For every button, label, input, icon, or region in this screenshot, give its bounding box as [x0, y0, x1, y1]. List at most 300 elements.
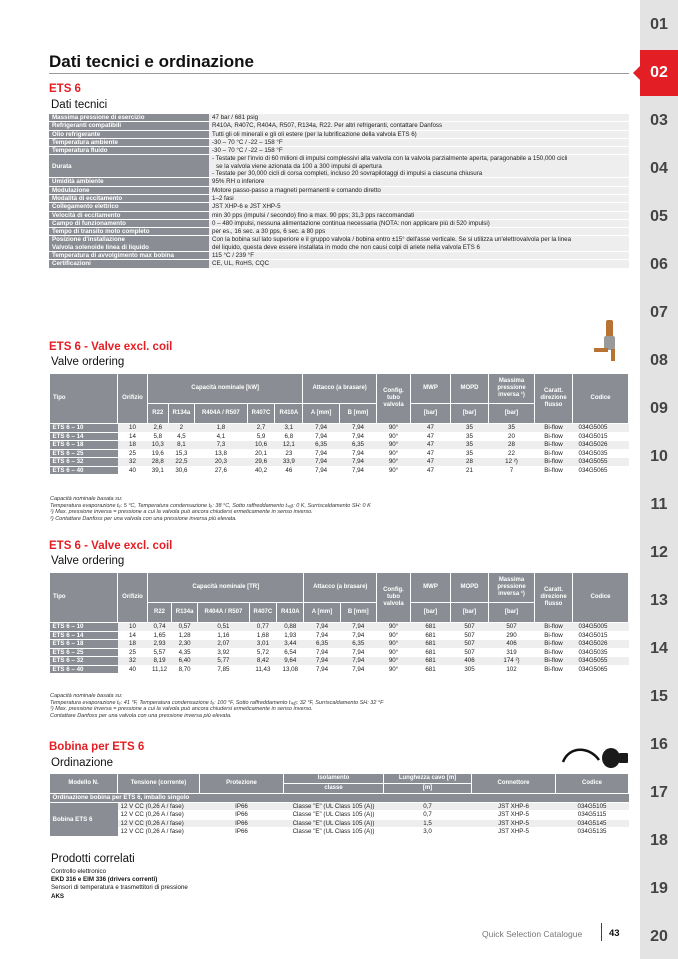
- chapter-tab-07[interactable]: 07: [650, 304, 668, 321]
- cell: 4,35: [172, 648, 198, 657]
- cell: Classe "E" (UL Class 105 (A)): [284, 828, 384, 837]
- column-header: Capacità nominale [TR]: [148, 573, 304, 603]
- cell: 90°: [377, 640, 411, 649]
- cell: 22,5: [168, 458, 195, 467]
- page-number: 43: [609, 928, 620, 939]
- cell: 14: [118, 432, 148, 441]
- cell: 507: [451, 631, 489, 640]
- cell: 23: [275, 449, 303, 458]
- cell: 47: [411, 466, 451, 475]
- table-row: [50, 802, 629, 811]
- chapter-tab-11[interactable]: 11: [650, 496, 668, 513]
- chapter-tab-15[interactable]: 15: [650, 688, 668, 705]
- cell: 5,8: [148, 432, 169, 441]
- spec-key: Modalità di eccitamento: [49, 194, 209, 202]
- spec-row: [49, 155, 629, 178]
- chapter-tab-18[interactable]: 18: [650, 832, 668, 849]
- spec-row: [49, 260, 629, 268]
- chapter-tab-19[interactable]: 19: [650, 880, 668, 897]
- column-header: MWP: [411, 573, 451, 603]
- footer-label: Quick Selection Catalogue: [482, 929, 583, 939]
- cell: 7,94: [303, 458, 340, 467]
- spec-value: min 30 pps (impulsi / secondo) fino a max. 90 pps; 31,3 pps raccomandati: [209, 211, 629, 219]
- cell: 90°: [377, 665, 411, 674]
- cell: 12 V CC (0,26 A / fase): [118, 802, 200, 811]
- column-header: classe: [284, 784, 384, 794]
- column-header: [bar]: [489, 404, 535, 424]
- spec-value: Tutti gli oli minerali e gli oli estere (per la lubrificazione della valvola ETS 6): [209, 130, 629, 138]
- cell: 290: [489, 631, 535, 640]
- cell: 6,35: [340, 640, 376, 649]
- table-row: [50, 432, 629, 441]
- column-header: R410A: [275, 404, 303, 424]
- row-code: 034G5026: [573, 640, 629, 649]
- chapter-tab-12[interactable]: 12: [650, 544, 668, 561]
- spec-key: Durata: [49, 155, 209, 178]
- cell: 90°: [377, 432, 411, 441]
- valve-tr-subtitle: Valve ordering: [51, 555, 125, 567]
- cell: 12 ²): [489, 458, 535, 467]
- column-header: Tipo: [50, 374, 118, 424]
- cell: 7,94: [340, 657, 376, 666]
- spec-row: [49, 186, 629, 194]
- cell: 90°: [377, 648, 411, 657]
- cell: 29,6: [247, 458, 275, 467]
- cell: 681: [411, 665, 451, 674]
- coil-model: Bobina ETS 6: [50, 802, 118, 836]
- spec-row: [49, 122, 629, 130]
- cell: 3,0: [384, 828, 472, 837]
- chapter-tab-20[interactable]: 20: [650, 928, 668, 945]
- bobina-heading: Bobina per ETS 6: [49, 741, 145, 753]
- spec-row: [49, 130, 629, 138]
- cell: 32: [118, 458, 148, 467]
- valve-tr-table: [49, 572, 629, 674]
- cell: 30,6: [168, 466, 195, 475]
- spec-row: [49, 211, 629, 219]
- ets6-heading: ETS 6: [49, 83, 81, 95]
- spec-key: Olio refrigerante: [49, 130, 209, 138]
- spec-value: Con la bobina sul lato superiore e il gruppo valvola / bobina entro ±15° dell'asse verticale. Se si utilizza un'elettrovalvola per la linea del liquido, questa deve essere installata in modo che non causi colpi di ariete nella valvola ETS 6: [209, 236, 629, 252]
- cell: JST XHP-6: [472, 802, 556, 811]
- column-header: Config. tubo valvola: [377, 374, 411, 424]
- specs-table: [49, 114, 629, 269]
- column-header: R407C: [247, 404, 275, 424]
- row-code: 034G5015: [573, 432, 629, 441]
- chapter-tab-05[interactable]: 05: [650, 208, 668, 225]
- spec-key: Massima pressione di esercizio: [49, 114, 209, 122]
- column-header: R134a: [168, 404, 195, 424]
- cell: 034G5145: [556, 819, 629, 828]
- cell: 22: [489, 449, 535, 458]
- cell: 1,65: [148, 631, 172, 640]
- ets6-subtitle: Dati tecnici: [51, 99, 108, 111]
- cell: 35: [489, 424, 535, 433]
- cell: 5,9: [247, 432, 275, 441]
- table-row: [50, 819, 629, 828]
- column-header: Isolamento: [284, 774, 384, 784]
- chapter-sidebar: [640, 0, 678, 959]
- column-header: B [mm]: [339, 404, 376, 424]
- cell: 12,1: [275, 441, 303, 450]
- row-code: 034G5026: [573, 441, 629, 450]
- chapter-tab-17[interactable]: 17: [650, 784, 668, 801]
- spec-value: -30 – 70 °C / -22 – 158 °F: [209, 138, 629, 146]
- cell: 7,94: [304, 631, 340, 640]
- chapter-tab-09[interactable]: 09: [650, 400, 668, 417]
- column-header: Orifizio: [118, 374, 148, 424]
- cell: 681: [411, 648, 451, 657]
- chapter-tab-10[interactable]: 10: [650, 448, 668, 465]
- column-header: Lunghezza cavo [m]: [384, 774, 472, 784]
- column-header: R407C: [249, 603, 276, 623]
- cell: 20: [489, 432, 535, 441]
- chapter-tab-16[interactable]: 16: [650, 736, 668, 753]
- cell: 12 V CC (0,26 A / fase): [118, 828, 200, 837]
- row-type: ETS 6 – 40: [50, 466, 118, 475]
- cell: 5,57: [148, 648, 172, 657]
- cell: 1,16: [198, 631, 250, 640]
- row-type: ETS 6 – 32: [50, 657, 118, 666]
- column-header: Orifizio: [118, 573, 148, 623]
- cell: 7,94: [304, 665, 340, 674]
- cell: 7: [489, 466, 535, 475]
- chapter-tab-13[interactable]: 13: [650, 592, 668, 609]
- row-type: ETS 6 – 10: [50, 623, 118, 632]
- cell: 25: [118, 449, 148, 458]
- cell: Bi-flow: [535, 432, 573, 441]
- row-code: 034G5055: [573, 458, 629, 467]
- cell: 1,8: [195, 424, 247, 433]
- cell: 47: [411, 458, 451, 467]
- cell: 0,7: [384, 811, 472, 820]
- cell: 0,51: [198, 623, 250, 632]
- column-header: [m]: [384, 784, 472, 794]
- column-header: R22: [148, 404, 169, 424]
- column-header: Codice: [556, 774, 629, 794]
- column-header: [bar]: [451, 603, 489, 623]
- cell: 10,6: [247, 441, 275, 450]
- cell: Bi-flow: [535, 657, 573, 666]
- table-row: [50, 648, 629, 657]
- cell: 7,94: [339, 466, 376, 475]
- cell: 90°: [377, 424, 411, 433]
- column-header: [bar]: [489, 603, 535, 623]
- spec-key: Temperatura ambiente: [49, 138, 209, 146]
- cell: 1,5: [384, 819, 472, 828]
- cell: 32: [118, 657, 148, 666]
- column-header: Attacco (a brasare): [303, 374, 377, 404]
- cell: Bi-flow: [535, 648, 573, 657]
- cell: 7,94: [339, 449, 376, 458]
- row-code: 034G5005: [573, 424, 629, 433]
- row-type: ETS 6 – 14: [50, 432, 118, 441]
- cell: 7,94: [339, 458, 376, 467]
- cell: 4,5: [168, 432, 195, 441]
- cell: 47: [411, 424, 451, 433]
- cell: 28: [489, 441, 535, 450]
- cell: 18: [118, 441, 148, 450]
- cell: 46: [275, 466, 303, 475]
- cell: IP66: [200, 819, 284, 828]
- cell: 7,94: [303, 424, 340, 433]
- spec-row: [49, 178, 629, 186]
- page-title: Dati tecnici e ordinazione: [49, 52, 254, 71]
- cell: 681: [411, 631, 451, 640]
- spec-row: [49, 194, 629, 202]
- cell: 2,6: [148, 424, 169, 433]
- column-header: [bar]: [411, 404, 451, 424]
- cell: 102: [489, 665, 535, 674]
- cell: 3,92: [198, 648, 250, 657]
- spec-key: Temperatura fluido: [49, 147, 209, 155]
- cell: Classe "E" (UL Class 105 (A)): [284, 819, 384, 828]
- cell: 35: [451, 424, 489, 433]
- cell: 14: [118, 631, 148, 640]
- cell: 507: [451, 648, 489, 657]
- cell: Bi-flow: [535, 466, 573, 475]
- row-type: ETS 6 – 25: [50, 648, 118, 657]
- cell: Bi-flow: [535, 665, 573, 674]
- cell: 11,12: [148, 665, 172, 674]
- column-header: R404A / R507: [198, 603, 250, 623]
- cell: 7,94: [340, 665, 376, 674]
- spec-value: Motore passo-passo a magneti permanenti e comando diretto: [209, 186, 629, 194]
- column-header: Massima pressione inversa ¹): [489, 573, 535, 603]
- cell: JST XHP-5: [472, 811, 556, 820]
- spec-row: [49, 228, 629, 236]
- cell: Classe "E" (UL Class 105 (A)): [284, 802, 384, 811]
- cell: 39,1: [148, 466, 169, 475]
- spec-key: Tempo di transito moto completo: [49, 228, 209, 236]
- spec-value: JST XHP-6 e JST XHP-5: [209, 203, 629, 211]
- valve-kw-heading: ETS 6 - Valve excl. coil: [49, 341, 173, 353]
- cell: JST XHP-5: [472, 828, 556, 837]
- table-row: [50, 631, 629, 640]
- cell: 0,57: [172, 623, 198, 632]
- cell: 90°: [377, 458, 411, 467]
- cell: 47: [411, 432, 451, 441]
- chapter-tab-06[interactable]: 06: [650, 256, 668, 273]
- spec-row: [49, 114, 629, 122]
- column-header: Connettore: [472, 774, 556, 794]
- column-header: Tipo: [50, 573, 118, 623]
- column-header: [bar]: [451, 404, 489, 424]
- cell: Bi-flow: [535, 424, 573, 433]
- cell: IP66: [200, 811, 284, 820]
- cell: 507: [451, 623, 489, 632]
- cell: 507: [489, 623, 535, 632]
- spec-key: Umidità ambiente: [49, 178, 209, 186]
- cell: 35: [451, 432, 489, 441]
- spec-row: [49, 252, 629, 260]
- cell: 6,8: [275, 432, 303, 441]
- spec-row: [49, 219, 629, 227]
- cell: 681: [411, 640, 451, 649]
- column-header: Codice: [573, 573, 629, 623]
- spec-key: Certificazioni: [49, 260, 209, 268]
- table-row: [50, 665, 629, 674]
- spec-row: [49, 236, 629, 252]
- cell: 8,19: [148, 657, 172, 666]
- chapter-tab-03[interactable]: 03: [650, 112, 668, 129]
- cell: Classe "E" (UL Class 105 (A)): [284, 811, 384, 820]
- cell: 7,94: [303, 466, 340, 475]
- row-code: 034G5065: [573, 466, 629, 475]
- coil-product-image: [559, 742, 631, 772]
- cell: 7,94: [340, 631, 376, 640]
- spec-value: 1–2 fasi: [209, 194, 629, 202]
- cell: 25: [118, 648, 148, 657]
- row-type: ETS 6 – 10: [50, 424, 118, 433]
- table-row: [50, 449, 629, 458]
- table-row: [50, 640, 629, 649]
- spec-row: [49, 147, 629, 155]
- cell: 7,94: [304, 657, 340, 666]
- cell: Bi-flow: [535, 623, 573, 632]
- cell: 6,54: [277, 648, 304, 657]
- cell: 9,64: [277, 657, 304, 666]
- cell: 11,43: [249, 665, 276, 674]
- spec-value: per es., 16 sec. a 30 pps, 6 sec. a 80 pps: [209, 228, 629, 236]
- related-products: Controllo elettronico EKD 316 e EIM 336 (drivers correnti) Sensori di temperatura e trasmettitori di pressione AKS: [51, 868, 188, 900]
- spec-value: -30 – 70 °C / -22 – 158 °F: [209, 147, 629, 155]
- cell: 7,94: [339, 424, 376, 433]
- column-header: Attacco (a brasare): [304, 573, 377, 603]
- cell: Bi-flow: [535, 631, 573, 640]
- spec-value: 115 °C / 239 °F: [209, 252, 629, 260]
- cell: 7,94: [340, 623, 376, 632]
- cell: 8,1: [168, 441, 195, 450]
- column-header: R22: [148, 603, 172, 623]
- row-type: ETS 6 – 18: [50, 640, 118, 649]
- row-type: ETS 6 – 14: [50, 631, 118, 640]
- cell: 174 ²): [489, 657, 535, 666]
- cell: 10: [118, 623, 148, 632]
- cell: 7,94: [303, 449, 340, 458]
- cell: Bi-flow: [535, 458, 573, 467]
- column-header: B [mm]: [340, 603, 376, 623]
- row-type: ETS 6 – 18: [50, 441, 118, 450]
- column-header: Caratt. direzione flusso: [535, 374, 573, 424]
- cell: 20,1: [247, 449, 275, 458]
- cell: 8,70: [172, 665, 198, 674]
- cell: 12 V CC (0,26 A / fase): [118, 811, 200, 820]
- cell: 2,07: [198, 640, 250, 649]
- valve-product-image: [589, 318, 629, 362]
- table-row: [50, 466, 629, 475]
- cell: 33,9: [275, 458, 303, 467]
- cell: 90°: [377, 657, 411, 666]
- row-type: ETS 6 – 32: [50, 458, 118, 467]
- column-header: Protezione: [200, 774, 284, 794]
- cell: 2,7: [247, 424, 275, 433]
- table-row: [50, 811, 629, 820]
- chapter-tab-08[interactable]: 08: [650, 352, 668, 369]
- cell: 1,93: [277, 631, 304, 640]
- cell: 6,35: [339, 441, 376, 450]
- cell: 40: [118, 665, 148, 674]
- chapter-tab-01[interactable]: 01: [650, 16, 668, 33]
- cell: 21: [451, 466, 489, 475]
- spec-row: [49, 203, 629, 211]
- spec-key: Campo di funzionamento: [49, 219, 209, 227]
- cell: 0,7: [384, 802, 472, 811]
- cell: 507: [451, 640, 489, 649]
- cell: 0,77: [249, 623, 276, 632]
- cell: 3,01: [249, 640, 276, 649]
- chapter-tab-14[interactable]: 14: [650, 640, 668, 657]
- cell: 6,40: [172, 657, 198, 666]
- coil-table: [49, 773, 629, 837]
- cell: 319: [489, 648, 535, 657]
- cell: JST XHP-5: [472, 819, 556, 828]
- cell: 10,3: [148, 441, 169, 450]
- table-row: [50, 623, 629, 632]
- spec-value: R410A, R407C, R404A, R507, R134a, R22. Per altri refrigeranti, contattare Danfoss: [209, 122, 629, 130]
- cell: 6,35: [304, 640, 340, 649]
- cell: 681: [411, 657, 451, 666]
- coil-section-label: Ordinazione bobina per ETS 6, imballo singolo: [50, 794, 629, 803]
- cell: 1,28: [172, 631, 198, 640]
- column-header: Modello N.: [50, 774, 118, 794]
- cell: 15,3: [168, 449, 195, 458]
- cell: 6,35: [303, 441, 340, 450]
- spec-value: 0 – 480 impulsi, nessuna alimentazione continua necessaria (NOTA: non applicare più di 520 impulsi): [209, 219, 629, 227]
- valve-tr-notes: Capacità nominale basata su: Temperatura evaporazione tₑ: 41 °F, Temperatura condensazione tₒ: 100 °F, Sotto raffreddamento tₛᵤᵦ: 32 °F, Surriscaldamento SH: 32 °F ¹) Max. pressione inversa = pressione a cui la valvola può ancora chiudersi ermeticamente in senso inverso. Contattare Danfoss per una valvola con una pressione inversa più elevata.: [50, 693, 384, 720]
- cell: 12 V CC (0,26 A / fase): [118, 819, 200, 828]
- cell: 034G5135: [556, 828, 629, 837]
- column-header: MOPD: [451, 374, 489, 404]
- column-header: MOPD: [451, 573, 489, 603]
- column-header: [bar]: [411, 603, 451, 623]
- chapter-tab-02[interactable]: 02: [640, 50, 678, 96]
- cell: 2,93: [148, 640, 172, 649]
- cell: 7,94: [304, 623, 340, 632]
- cell: 0,88: [277, 623, 304, 632]
- cell: 7,94: [303, 432, 340, 441]
- cell: 10: [118, 424, 148, 433]
- footer-divider: [601, 923, 602, 941]
- cell: 13,08: [277, 665, 304, 674]
- cell: 305: [451, 665, 489, 674]
- cell: 20,3: [195, 458, 247, 467]
- cell: 7,94: [304, 648, 340, 657]
- column-header: Caratt. direzione flusso: [535, 573, 573, 623]
- column-header: MWP: [411, 374, 451, 404]
- column-header: R410A: [277, 603, 304, 623]
- row-type: ETS 6 – 40: [50, 665, 118, 674]
- cell: 18: [118, 640, 148, 649]
- chapter-tab-04[interactable]: 04: [650, 160, 668, 177]
- row-type: ETS 6 – 25: [50, 449, 118, 458]
- cell: 034G5105: [556, 802, 629, 811]
- column-header: R404A / R507: [195, 404, 247, 424]
- cell: 406: [451, 657, 489, 666]
- cell: IP66: [200, 828, 284, 837]
- cell: 681: [411, 623, 451, 632]
- row-code: 034G5055: [573, 657, 629, 666]
- cell: 7,3: [195, 441, 247, 450]
- cell: Bi-flow: [535, 640, 573, 649]
- cell: 19,6: [148, 449, 169, 458]
- table-row: [50, 657, 629, 666]
- cell: 47: [411, 441, 451, 450]
- cell: 3,44: [277, 640, 304, 649]
- cell: 2,30: [172, 640, 198, 649]
- column-header: Config. tubo valvola: [377, 573, 411, 623]
- spec-key: Collegamento elettrico: [49, 203, 209, 211]
